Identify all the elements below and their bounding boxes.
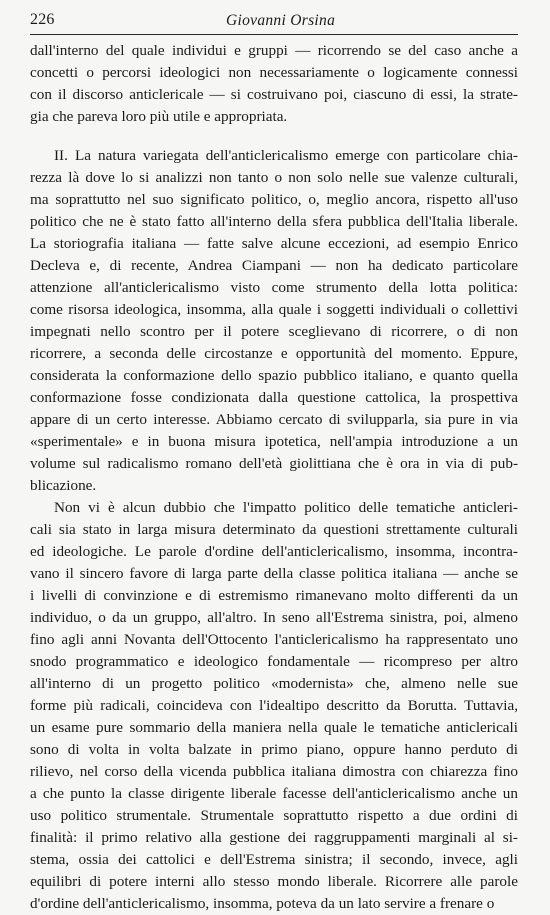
text-line: rezza là dove lo si analizzi non tanto o non solo nelle sue valenze culturali, [30,169,518,186]
text-line: gia che pareva loro più utile e appropriata. [30,108,288,125]
text-line: ricorrere, a seconda delle circostanze e opportunità del momento. Eppure, [30,345,518,362]
text-line: appare di un certo interesse. Abbiamo cercato di svilupparla, sia pure in via [30,411,518,428]
text-line: blicazione. [30,477,97,494]
text-line: «sperimentale» e in buona misura ipotetica, nell'ampia introduzione a un [30,433,518,450]
text-line: uso politico strumentale. Strumentale soprattutto rispetto a due ordini di [30,807,518,824]
text-line: Decleva e, di recente, Andrea Ciampani — non ha dedicato particolare [30,257,518,274]
text-line: a che punto la classe dirigente liberale facesse dell'anticlericalismo anche un [30,785,518,802]
text-line: snodo programmatico e ideologico fondamentale — ricompreso per altro [30,653,518,670]
text-line: ed ideologiche. Le parole d'ordine dell'anticlericalismo, insomma, incontra- [30,543,518,560]
page-number: 226 [30,11,55,28]
text-line: politico che ne è stato fatto all'interno della sfera pubblica dell'Italia liberale. [30,213,518,230]
text-line: cali sia stato in larga misura determinato da questioni strettamente culturali [30,521,518,538]
text-line: volume sul radicalismo romano dell'età giolittiana che è ora in via di pub- [30,455,518,472]
text-line: all'interno di un progetto politico «modernista» che, almeno nelle sue [30,675,518,692]
text-line: stema, ossia dei cattolici e dell'Estrema sinistra; il secondo, invece, agli [30,851,518,868]
text-line: fino agli anni Novanta dell'Ottocento l'anticlericalismo ha rappresentato uno [30,631,518,648]
text-line: come risorsa ideologica, insomma, alla quale i soggetti individuali o collettivi [30,301,518,318]
running-head: Giovanni Orsina [226,12,336,29]
page-header [30,8,518,35]
text-line: attenzione all'anticlericalismo visto come strumento della lotta politica: [30,279,518,296]
text-line: ma soprattutto nel suo significato politico, o, meglio ancora, rispetto all'uso [30,191,518,208]
text-line: Non vi è alcun dubbio che l'impatto politico delle tematiche anticleri- [54,499,518,516]
text-line: considerata la conformazione dello spazio pubblico italiano, e quanto quella [30,367,518,384]
text-line: un esame pure sommario della maniera nella quale le tematiche anticlericali [30,719,518,736]
text-line: dall'interno del quale individui e gruppi — ricorrendo se del caso anche a [30,42,518,59]
text-line: conformazione fosse condizionata dalla questione cattolica, la prospettiva [30,389,518,406]
text-line: finalità: il primo relativo alla gestione dei raggruppamenti marginali al si- [30,829,518,846]
text-line: i livelli di convinzione e di estremismo rimanevano molto differenti da un [30,587,518,604]
text-line: concetti o percorsi ideologici non necessariamente o logicamente connessi [30,64,518,81]
text-line: sono di volta in volta balzate in primo piano, oppure hanno perduto di [30,741,518,758]
text-line: con il discorso anticlericale — si costruivano poi, ciascuno di essi, la strate- [30,86,518,103]
text-line: rilievo, nel corso della vicenda pubblica italiana dimostra con chiarezza fino [30,763,518,780]
text-line: II. La natura variegata dell'anticlericalismo emerge con particolare chia- [54,147,518,164]
text-line: La storiografia italiana — fatte salve alcune eccezioni, ad esempio Enrico [30,235,518,252]
text-line: forme più radicali, coincideva con l'idealtipo descritto da Borutta. Tuttavia, [30,697,518,714]
text-line: individuo, o da un gruppo, all'altro. In seno all'Estrema sinistra, poi, almeno [30,609,518,626]
text-line: d'ordine dell'anticlericalismo, insomma, poteva da un lato servire a frenare o [30,895,495,912]
text-line: impegnati nello scontro per il potere sceglievano di ricorrere, o di non [30,323,518,340]
text-line: vano il sincero favore di larga parte della classe politica italiana — anche se [30,565,518,582]
text-line: equilibri di potere interni allo stesso mondo liberale. Ricorrere alle parole [30,873,518,890]
